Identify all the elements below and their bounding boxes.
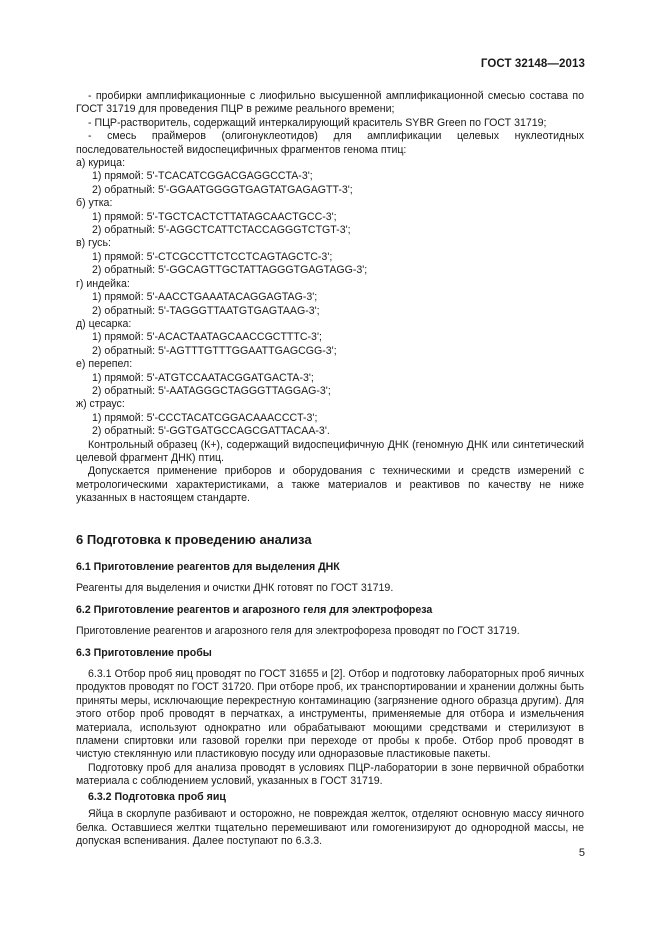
section-6-title: 6 Подготовка к проведению анализа xyxy=(76,531,312,547)
species-name: б) утка: xyxy=(76,197,113,210)
allowance-text: Допускается применение приборов и оборудования с техническими и средств измерений с метрологическими характеристиками, а также материалов и реактивов по качеству не ниже указанных в настоящем стандарте. xyxy=(76,465,584,505)
section-6-3-2-text: Яйца в скорлупе разбивают и осторожно, не повреждая желток, отделяют основную массу яичного белка. Оставшиеся желтки тщательно перемешивают или гомогенизируют до однородной массы, не допуская вспенивания. Далее поступают по 6.3.3. xyxy=(76,808,584,847)
intro-item-tubes: - пробирки амплификационные с лиофильно высушенной амплификационной смесью состава по ГОСТ 31719 для проведения ПЦР в режиме реального времени; xyxy=(76,90,584,116)
section-6-3-1-text: 6.3.1 Отбор проб яиц проводят по ГОСТ 31655 и [2]. Отбор и подготовку лабораторных проб яичных продуктов проводят по ГОСТ 31720. При отборе проб, их транспортировании и хранении должны быть приняты меры, исключающие перекрестную контаминацию (загрязнение одного образца другим). Для этого отбор проб проводят в перчатках, а инструменты, применяемые для отбора и измельчения материала, используют однократно или обрабатывают моющими средствами и стерилизуют в пламени спиртовки или газовой горелки при переходе от пробы к пробе. Отбор проб проводят в чистую стеклянную или пластиковую посуду или одноразовые пластиковые пакеты. xyxy=(76,668,584,761)
species-name: г) индейка: xyxy=(76,277,130,290)
primer-forward: 1) прямой: 5'-TGCTCACTCTTATAGCAACTGCC-3'; xyxy=(92,210,337,223)
page-number: 5 xyxy=(578,847,585,859)
primer-reverse: 2) обратный: 5'-AGTTTGTTTGGAATTGAGCGG-3'; xyxy=(92,344,337,357)
species-name: в) гусь: xyxy=(76,237,111,250)
primer-forward: 1) прямой: 5'-CCCTACATCGGACAAACCCT-3'; xyxy=(92,411,318,424)
section-6-3-1-text-continued: Подготовку проб для анализа проводят в условиях ПЦР-лаборатории в зоне первичной обработки материала с соблюдением условий, указанных в ГОСТ 31719. xyxy=(76,761,584,788)
primer-forward: 1) прямой: 5'-ATGTCCAATACGGATGACTA-3'; xyxy=(92,371,314,384)
primer-forward: 1) прямой: 5'-ACACTAATAGCAACCGCTTTC-3'; xyxy=(92,331,322,344)
primer-forward: 1) прямой: 5'-CTCGCCTTCTCCTCAGTAGCTC-3'; xyxy=(92,250,333,263)
primer-reverse: 2) обратный: 5'-GGCAGTTGCTATTAGGGTGAGTAGG-3'; xyxy=(92,264,368,277)
section-6-2-text: Приготовление реагентов и агарозного геля для электрофореза проводят по ГОСТ 31719. xyxy=(76,625,520,638)
intro-item-primers: - смесь праймеров (олигонуклеотидов) для амплификации целевых нуклеотидных последовательностей видоспецифичных фрагментов генома птиц: xyxy=(76,130,584,156)
section-6-3-title: 6.3 Приготовление пробы xyxy=(76,646,212,659)
species-name: ж) страус: xyxy=(76,398,125,411)
section-6-1-text: Реагенты для выделения и очистки ДНК готовят по ГОСТ 31719. xyxy=(76,582,394,595)
control-sample-text: Контрольный образец (К+), содержащий видоспецифичную ДНК (геномную ДНК или синтетический целевой фрагмент ДНК) птиц. xyxy=(76,438,584,464)
primer-species-list xyxy=(76,157,584,439)
page-content xyxy=(76,90,584,848)
primer-forward: 1) прямой: 5'-TCACATCGGACGAGGCCTA-3'; xyxy=(92,170,313,183)
section-6-2-title: 6.2 Приготовление реагентов и агарозного геля для электрофореза xyxy=(76,603,433,616)
species-name: е) перепел: xyxy=(76,358,133,371)
species-name: а) курица: xyxy=(76,157,126,170)
primer-reverse: 2) обратный: 5'-TAGGGTTAATGTGAGTAAG-3'; xyxy=(92,304,320,317)
section-6-1-title: 6.1 Приготовление реагентов для выделения ДНК xyxy=(76,561,340,573)
intro-item-solvent: - ПЦР-растворитель, содержащий интеркалирующий краситель SYBR Green по ГОСТ 31719; xyxy=(88,116,547,129)
primer-forward: 1) прямой: 5'-AACCTGAAATACAGGAGTAG-3'; xyxy=(92,291,318,304)
section-6-3-2-title: 6.3.2 Подготовка проб яиц xyxy=(88,790,226,803)
primer-reverse: 2) обратный: 5'-GGAATGGGGTGAGTATGAGAGTT-3'; xyxy=(92,183,353,196)
species-name: д) цесарка: xyxy=(76,317,132,330)
page-header-standard-number: ГОСТ 32148—2013 xyxy=(480,58,585,70)
primer-reverse: 2) обратный: 5'-AGGCTCATTCTACCAGGGTCTGT-3'; xyxy=(92,224,351,237)
primer-reverse: 2) обратный: 5'-AATAGGGCTAGGGTTAGGAG-3'; xyxy=(92,384,331,397)
primer-reverse: 2) обратный: 5'-GGTGATGCCAGCGATTACAA-3'. xyxy=(92,425,330,438)
